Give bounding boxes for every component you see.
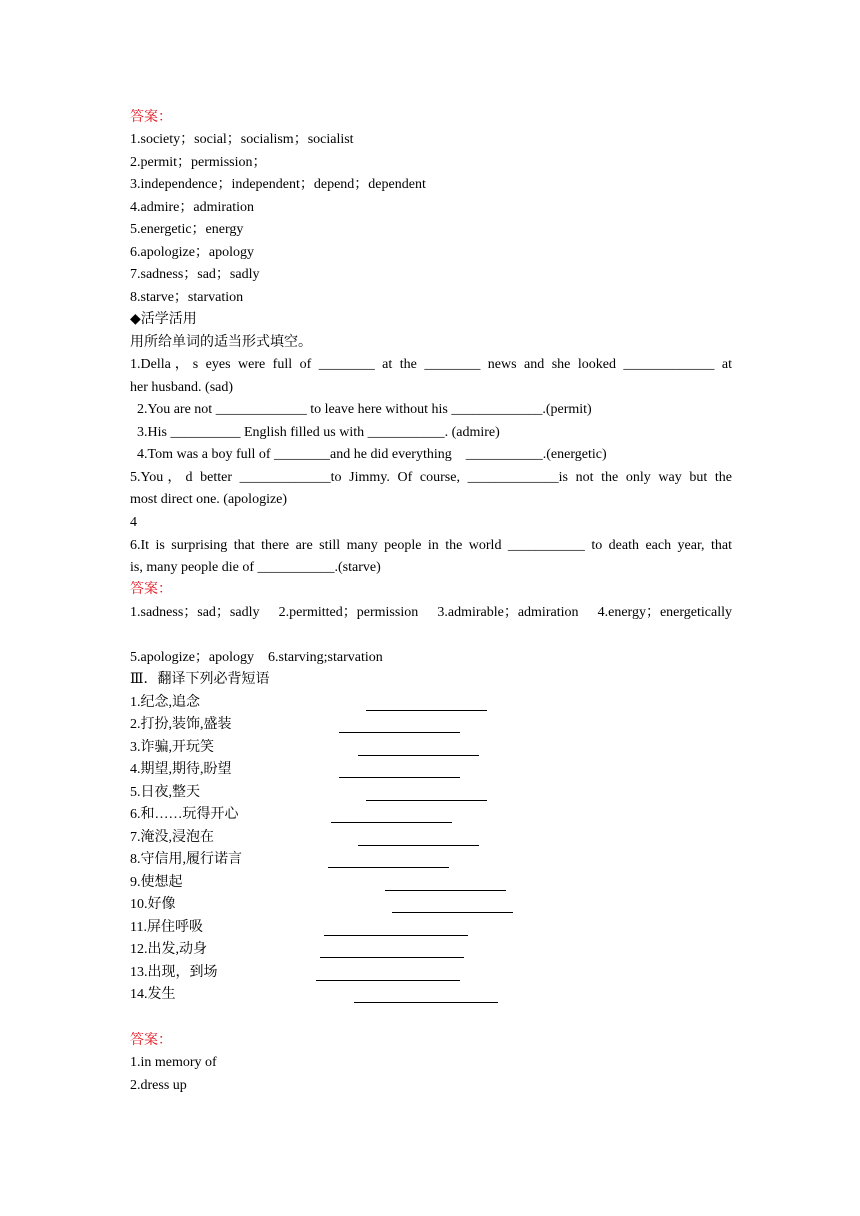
question-line: 2.You are not _____________ to leave here without his _____________.(permit) (130, 402, 592, 417)
answer-line: 3.independence；independent；depend；dependent (130, 177, 426, 192)
phrase-item: 9.使想起 (130, 875, 183, 890)
answer-line: 8.starve；starvation (130, 290, 244, 305)
section-heading: ◆活学活用 (130, 312, 197, 327)
answer-blank (324, 935, 468, 936)
answer-blank (392, 912, 513, 913)
answer-line: 1.society；social；socialism；socialist (130, 132, 354, 147)
question-line: 3.His __________ English filled us with ___________. (admire) (130, 425, 500, 440)
phrase-item: 7.淹没,浸泡在 (130, 830, 214, 845)
section-heading: Ⅲ．翻译下列必背短语 (130, 672, 270, 687)
instruction: 用所给单词的适当形式填空。 (130, 335, 312, 350)
phrase-item: 5.日夜,整天 (130, 785, 200, 800)
answer-blank (328, 867, 449, 868)
answer-line: 5.energetic；energy (130, 222, 244, 237)
answer-line: 6.apologize；apology (130, 245, 255, 260)
answer-line: 2.permit；permission； (130, 155, 267, 170)
answer-blank (354, 1002, 498, 1003)
question-line: 4.Tom was a boy full of ________and he did everything ___________.(energetic) (130, 447, 607, 462)
phrase-item: 8.守信用,履行诺言 (130, 852, 242, 867)
answer-blank (385, 890, 506, 891)
question-line: her husband. (sad) (130, 380, 234, 395)
answer-blank (316, 980, 460, 981)
phrase-item: 6.和……玩得开心 (130, 807, 239, 822)
stray-number: 4 (130, 515, 137, 530)
question-line: 6.It is surprising that there are still many people in the world ___________ to death each year, that (130, 538, 732, 553)
answer-blank (339, 732, 460, 733)
question-line: 1.Della，s eyes were full of ________ at the ________ news and she looked _____________ at (130, 357, 732, 372)
phrase-item: 4.期望,期待,盼望 (130, 762, 232, 777)
answer-line: 1.in memory of (130, 1055, 217, 1070)
answer-blank (320, 957, 464, 958)
phrase-item: 10.好像 (130, 897, 176, 912)
answer-line: 2.dress up (130, 1078, 187, 1093)
answer-blank (366, 710, 487, 711)
answer-blank (339, 777, 460, 778)
phrase-item: 14.发生 (130, 987, 176, 1002)
answer-line: 5.apologize；apology 6.starving;starvation (130, 650, 383, 665)
answer-line: 1.sadness；sad；sadly 2.permitted；permission 3.admirable；admiration 4.energy；energetically (130, 605, 732, 620)
question-line: most direct one. (apologize) (130, 492, 288, 507)
phrase-item: 11.屏住呼吸 (130, 920, 203, 935)
answer-blank (366, 800, 487, 801)
answer-heading: 答案： (130, 1033, 172, 1048)
answer-heading: 答案： (130, 110, 172, 125)
phrase-item: 1.纪念,追念 (130, 695, 200, 710)
answer-blank (358, 755, 479, 756)
answer-heading: 答案： (130, 582, 172, 597)
answer-blank (358, 845, 479, 846)
phrase-item: 3.诈骗,开玩笑 (130, 740, 214, 755)
question-line: 5.You，d better _____________to Jimmy. Of course, _____________is not the only way but the (130, 470, 732, 485)
question-line: is, many people die of ___________.(starve) (130, 560, 381, 575)
answer-blank (331, 822, 452, 823)
phrase-item: 2.打扮,装饰,盛装 (130, 717, 232, 732)
phrase-item: 13.出现，到场 (130, 965, 218, 980)
answer-line: 7.sadness；sad；sadly (130, 267, 260, 282)
phrase-item: 12.出发,动身 (130, 942, 207, 957)
answer-line: 4.admire；admiration (130, 200, 255, 215)
